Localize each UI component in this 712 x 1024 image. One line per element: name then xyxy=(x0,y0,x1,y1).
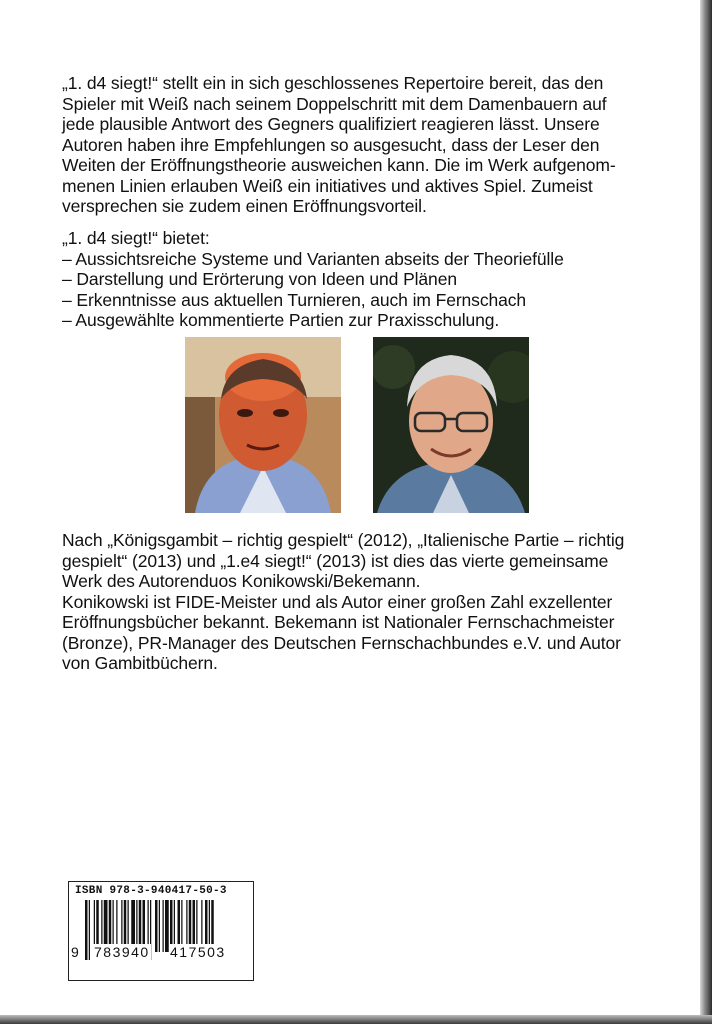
offers-item: – Aussichtsreiche Systeme und Varianten abseits der Theoriefülle xyxy=(62,248,564,269)
barcode-digits-left: 783940 xyxy=(94,944,150,960)
offers-item: – Erkenntnisse aus aktuellen Turnieren, auch im Fernschach xyxy=(62,289,527,310)
author-photo-bekemann xyxy=(373,337,529,513)
author-photo-konikowski xyxy=(185,337,341,513)
authors-line: Nach „Königsgambit – richtig gespielt“ (2012), „Italienische Partie – richtig xyxy=(62,530,625,550)
intro-line: Weiten der Eröffnungstheorie ausweichen kann. Die im Werk aufgenom- xyxy=(62,155,616,175)
book-bottom-edge xyxy=(0,1015,712,1024)
barcode-bar xyxy=(89,900,90,960)
barcode-digits-right: 417503 xyxy=(170,944,226,960)
intro-line: jede plausible Antwort des Gegners qualifiziert reagieren lässt. Unsere xyxy=(62,114,600,134)
authors-line: Eröffnungsbücher bekannt. Bekemann ist Nationaler Fernschachmeister xyxy=(62,612,615,632)
isbn-label: ISBN 978-3-940417-50-3 xyxy=(75,885,227,897)
authors-line: (Bronze), PR-Manager des Deutschen Fernschachbundes e.V. und Autor xyxy=(62,632,621,653)
intro-paragraph xyxy=(62,73,630,217)
authors-line: Konikowski ist FIDE-Meister und als Autor einer großen Zahl exzellenter xyxy=(62,591,613,612)
offers-item: – Darstellung und Erörterung von Ideen und Plänen xyxy=(62,269,457,289)
intro-line: menen Linien erlauben Weiß ein initiatives und aktives Spiel. Zumeist xyxy=(62,175,593,196)
offers-item: – Ausgewählte kommentierte Partien zur Praxisschulung. xyxy=(62,310,500,330)
intro-line: Spieler mit Weiß nach seinem Doppelschritt mit dem Damenbauern auf xyxy=(62,93,607,114)
isbn-barcode-box xyxy=(68,881,254,981)
intro-line: versprechen sie zudem einen Eröffnungsvorteil. xyxy=(62,196,427,216)
book-spine-edge xyxy=(700,0,712,1024)
offers-list xyxy=(62,228,630,331)
authors-line: Werk des Autorenduos Konikowski/Bekemann. xyxy=(62,571,421,591)
barcode-bar xyxy=(85,900,88,960)
barcode-bar xyxy=(155,900,158,952)
authors-line: von Gambitbüchern. xyxy=(62,653,218,673)
intro-line: „1. d4 siegt!“ stellt ein in sich geschlossenes Repertoire bereit, das den xyxy=(62,73,604,93)
offers-heading: „1. d4 siegt!“ bietet: xyxy=(62,228,210,248)
barcode-bar xyxy=(163,900,164,952)
barcode-digit-first: 9 xyxy=(71,944,79,960)
authors-line: gespielt“ (2013) und „1.e4 siegt!“ (2013) ist dies das vierte gemeinsame xyxy=(62,550,609,571)
barcode-bar xyxy=(159,900,160,952)
intro-line: Autoren haben ihre Empfehlungen so ausgesucht, dass der Leser den xyxy=(62,134,600,155)
authors-paragraph xyxy=(62,530,630,674)
